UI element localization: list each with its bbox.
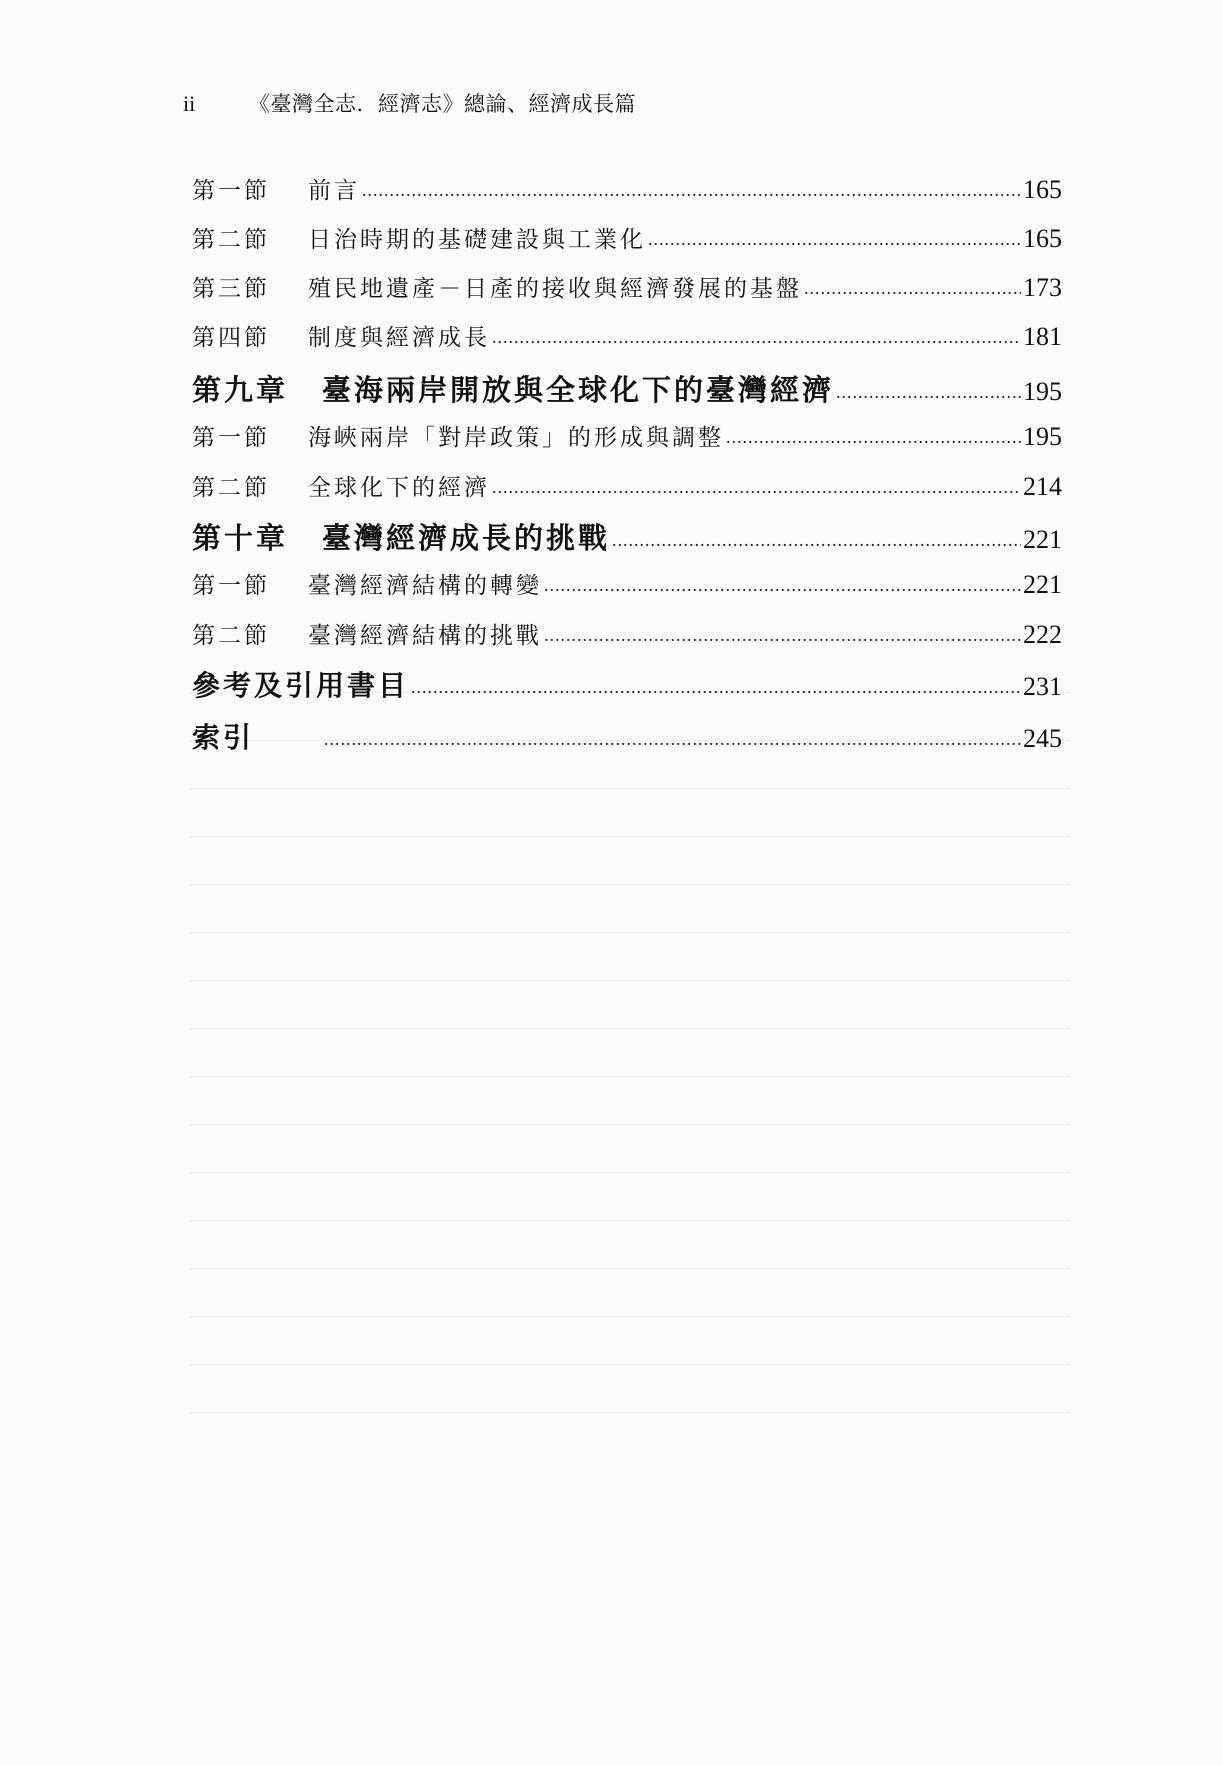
- section-label: 第二節: [192, 475, 270, 501]
- section-label: 第一節: [192, 573, 270, 599]
- page-reference: 195: [1023, 422, 1062, 451]
- page-reference: 231: [1023, 672, 1062, 701]
- section-label: 第二節: [192, 623, 270, 649]
- section-title: 日治時期的基礎建設與工業化: [308, 227, 646, 253]
- chapter-title: 臺灣經濟成長的挑戰: [322, 521, 611, 555]
- page-reference: 173: [1023, 273, 1062, 302]
- section-title: 全球化下的經濟: [308, 475, 490, 501]
- chapter-label: 第十章: [192, 521, 289, 555]
- toc-entry-section: [192, 221, 1062, 254]
- section-title: 前言: [308, 178, 360, 204]
- page-reference: 165: [1023, 224, 1062, 253]
- page-reference: 222: [1023, 620, 1062, 649]
- chapter-label: 第九章: [192, 373, 289, 407]
- running-header: [183, 88, 636, 118]
- chapter-title: 臺海兩岸開放與全球化下的臺灣經濟: [322, 373, 835, 407]
- dot-leader: [492, 477, 1021, 498]
- index-label: 索引: [192, 721, 255, 754]
- toc-entry-bibliography: [192, 664, 1062, 704]
- dot-leader: [544, 575, 1021, 596]
- page-reference: 245: [1023, 724, 1062, 753]
- section-title: 臺灣經濟結構的挑戰: [308, 623, 542, 649]
- section-title: 海峽兩岸「對岸政策」的形成與調整: [308, 425, 724, 451]
- dot-leader: [492, 327, 1021, 348]
- toc-entry-section: [192, 617, 1062, 650]
- toc-entry-section: [192, 172, 1062, 205]
- section-title: 殖民地遺產－日產的接收與經濟發展的基盤: [308, 276, 802, 302]
- bibliography-label: 參考及引用書目: [192, 669, 410, 702]
- section-label: 第四節: [192, 325, 270, 351]
- dot-leader: [324, 729, 1021, 750]
- toc-entry-chapter: [192, 516, 1062, 557]
- toc-entry-section: [192, 419, 1062, 452]
- page-reference: 221: [1023, 570, 1062, 599]
- dot-leader: [362, 180, 1021, 201]
- section-label: 第二節: [192, 227, 270, 253]
- dot-leader: [648, 229, 1021, 250]
- toc-entry-section: [192, 469, 1062, 502]
- dot-leader: [804, 278, 1021, 299]
- toc-entry-section: [192, 270, 1062, 303]
- dot-leader: [726, 427, 1021, 448]
- page-reference: 221: [1023, 525, 1062, 554]
- toc-entry-index: [192, 716, 1062, 756]
- page-reference: 165: [1023, 175, 1062, 204]
- dot-leader: [544, 625, 1021, 646]
- book-title: 《臺灣全志．經濟志》總論、經濟成長篇: [249, 92, 636, 116]
- section-label: 第一節: [192, 425, 270, 451]
- page-reference: 214: [1023, 472, 1062, 501]
- section-title: 臺灣經濟結構的轉變: [308, 573, 542, 599]
- section-label: 第三節: [192, 276, 270, 302]
- dot-leader: [612, 530, 1021, 551]
- page-reference: 195: [1023, 377, 1062, 406]
- toc-entry-section: [192, 319, 1062, 352]
- section-title: 制度與經濟成長: [308, 325, 490, 351]
- dot-leader: [411, 677, 1021, 698]
- toc-entry-chapter: [192, 368, 1062, 409]
- toc-entry-section: [192, 567, 1062, 600]
- page-reference: 181: [1023, 322, 1062, 351]
- page-number: ii: [183, 91, 196, 116]
- dot-leader: [836, 382, 1021, 403]
- section-label: 第一節: [192, 178, 270, 204]
